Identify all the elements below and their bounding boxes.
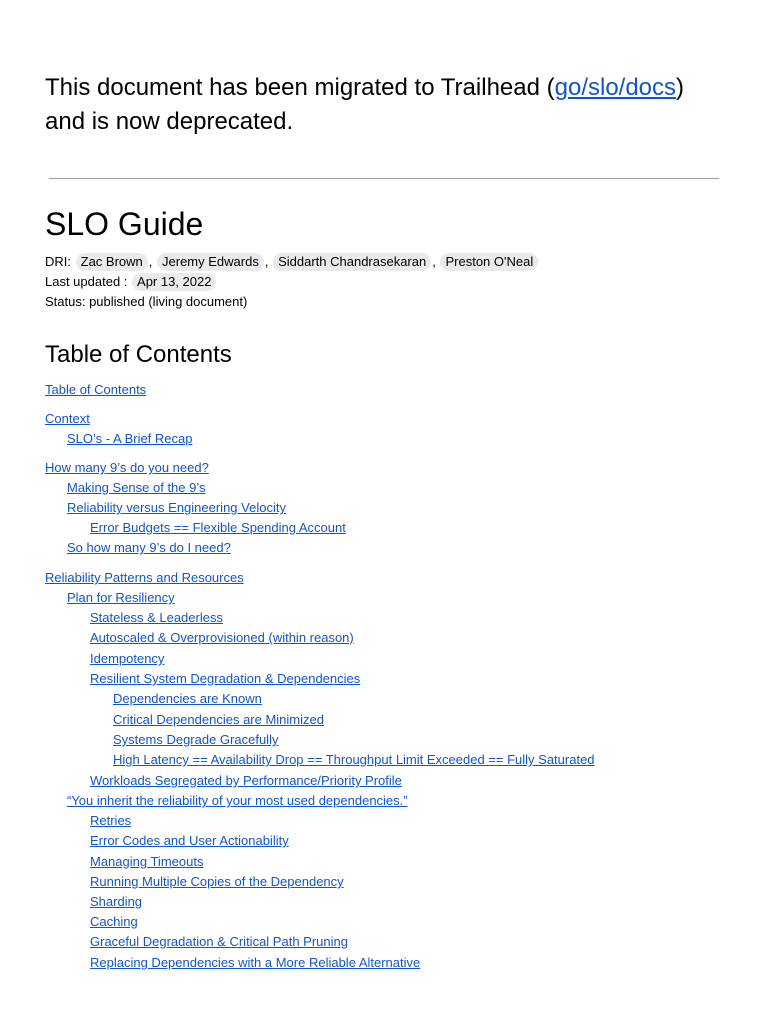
banner-text-line2: and is now deprecated. bbox=[45, 108, 294, 135]
toc-link[interactable]: Plan for Resiliency bbox=[67, 590, 175, 605]
toc-entry bbox=[90, 608, 223, 628]
toc-link[interactable]: Systems Degrade Gracefully bbox=[113, 732, 279, 747]
toc-entry bbox=[90, 953, 420, 973]
toc-link[interactable]: Making Sense of the 9’s bbox=[67, 480, 206, 495]
deprecation-banner bbox=[45, 71, 725, 139]
toc-entry bbox=[45, 409, 90, 429]
toc-link[interactable]: Resilient System Degradation & Dependencies bbox=[90, 671, 361, 686]
person-chip[interactable]: Siddarth Chandrasekaran bbox=[273, 253, 431, 271]
toc-entry bbox=[90, 932, 348, 952]
toc-link[interactable]: Idempotency bbox=[90, 651, 165, 666]
dri-label: DRI: bbox=[45, 254, 71, 269]
toc-entry bbox=[90, 872, 344, 892]
dri-line bbox=[45, 252, 539, 272]
toc-entry bbox=[45, 380, 146, 400]
toc-link[interactable]: Workloads Segregated by Performance/Priority Profile bbox=[90, 773, 402, 788]
toc-entry bbox=[90, 852, 203, 872]
document-metadata bbox=[45, 252, 539, 312]
toc-entry bbox=[67, 588, 175, 608]
horizontal-rule bbox=[49, 178, 719, 179]
person-chip[interactable]: Preston O'Neal bbox=[440, 253, 538, 271]
toc-entry bbox=[113, 750, 595, 770]
chip-separator: , bbox=[148, 254, 153, 269]
toc-entry bbox=[90, 831, 289, 851]
toc-entry bbox=[90, 892, 142, 912]
toc-link[interactable]: Dependencies are Known bbox=[113, 691, 262, 706]
toc-entry bbox=[45, 458, 209, 478]
toc-heading: Table of Contents bbox=[45, 341, 232, 368]
toc-entry bbox=[90, 669, 360, 689]
toc-link[interactable]: Retries bbox=[90, 813, 132, 828]
toc-entry bbox=[67, 538, 231, 558]
toc-link[interactable]: Graceful Degradation & Critical Path Pruning bbox=[90, 934, 348, 949]
toc-entry bbox=[90, 628, 354, 648]
toc-link[interactable]: Error Budgets == Flexible Spending Account bbox=[90, 520, 346, 535]
status-line: Status: published (living document) bbox=[45, 294, 248, 309]
toc-link[interactable]: Error Codes and User Actionability bbox=[90, 833, 289, 848]
toc-link[interactable]: So how many 9’s do I need? bbox=[67, 540, 231, 555]
toc-link[interactable]: SLO’s - A Brief Recap bbox=[67, 431, 193, 446]
last-updated-label: Last updated : bbox=[45, 274, 128, 289]
toc-link[interactable]: High Latency == Availability Drop == Throughput Limit Exceeded == Fully Saturated bbox=[113, 752, 595, 767]
toc-link[interactable]: Stateless & Leaderless bbox=[90, 610, 223, 625]
toc-link[interactable]: “You inherit the reliability of your most used dependencies.” bbox=[67, 793, 408, 808]
toc-entry bbox=[67, 429, 193, 449]
banner-text-after-link: ) bbox=[676, 74, 685, 101]
person-chip[interactable]: Zac Brown bbox=[76, 253, 148, 271]
toc-link[interactable]: Reliability Patterns and Resources bbox=[45, 570, 244, 585]
page-title: SLO Guide bbox=[45, 206, 204, 242]
toc-link[interactable]: How many 9’s do you need? bbox=[45, 460, 209, 475]
toc-link[interactable]: Context bbox=[45, 411, 90, 426]
toc-link[interactable]: Table of Contents bbox=[45, 382, 147, 397]
toc-link[interactable]: Managing Timeouts bbox=[90, 854, 204, 869]
toc-link[interactable]: Replacing Dependencies with a More Reliable Alternative bbox=[90, 955, 421, 970]
toc-entry bbox=[67, 498, 286, 518]
person-chip[interactable]: Jeremy Edwards bbox=[157, 253, 264, 271]
date-chip[interactable]: Apr 13, 2022 bbox=[132, 273, 216, 291]
toc-entry bbox=[90, 518, 346, 538]
banner-text-before: This document has been migrated to Trailhead ( bbox=[45, 74, 555, 101]
chip-separator: , bbox=[432, 254, 436, 269]
toc-link[interactable]: Autoscaled & Overprovisioned (within reason) bbox=[90, 630, 354, 645]
toc-entry bbox=[90, 649, 164, 669]
toc-link[interactable]: Critical Dependencies are Minimized bbox=[113, 712, 324, 727]
toc-entry bbox=[45, 568, 244, 588]
trailhead-link[interactable]: go/slo/docs bbox=[554, 74, 677, 101]
last-updated-line bbox=[45, 272, 539, 292]
toc-entry bbox=[113, 710, 324, 730]
toc-link[interactable]: Running Multiple Copies of the Dependency bbox=[90, 874, 344, 889]
toc-link[interactable]: Reliability versus Engineering Velocity bbox=[67, 500, 286, 515]
toc-entry bbox=[67, 791, 408, 811]
toc-entry bbox=[113, 730, 278, 750]
toc-entry bbox=[67, 478, 206, 498]
toc-entry bbox=[90, 771, 402, 791]
chip-separator: , bbox=[264, 254, 269, 269]
toc-entry bbox=[90, 811, 131, 831]
toc-link[interactable]: Sharding bbox=[90, 894, 143, 909]
toc-entry bbox=[113, 689, 262, 709]
toc-entry bbox=[90, 912, 138, 932]
toc-link[interactable]: Caching bbox=[90, 914, 138, 929]
